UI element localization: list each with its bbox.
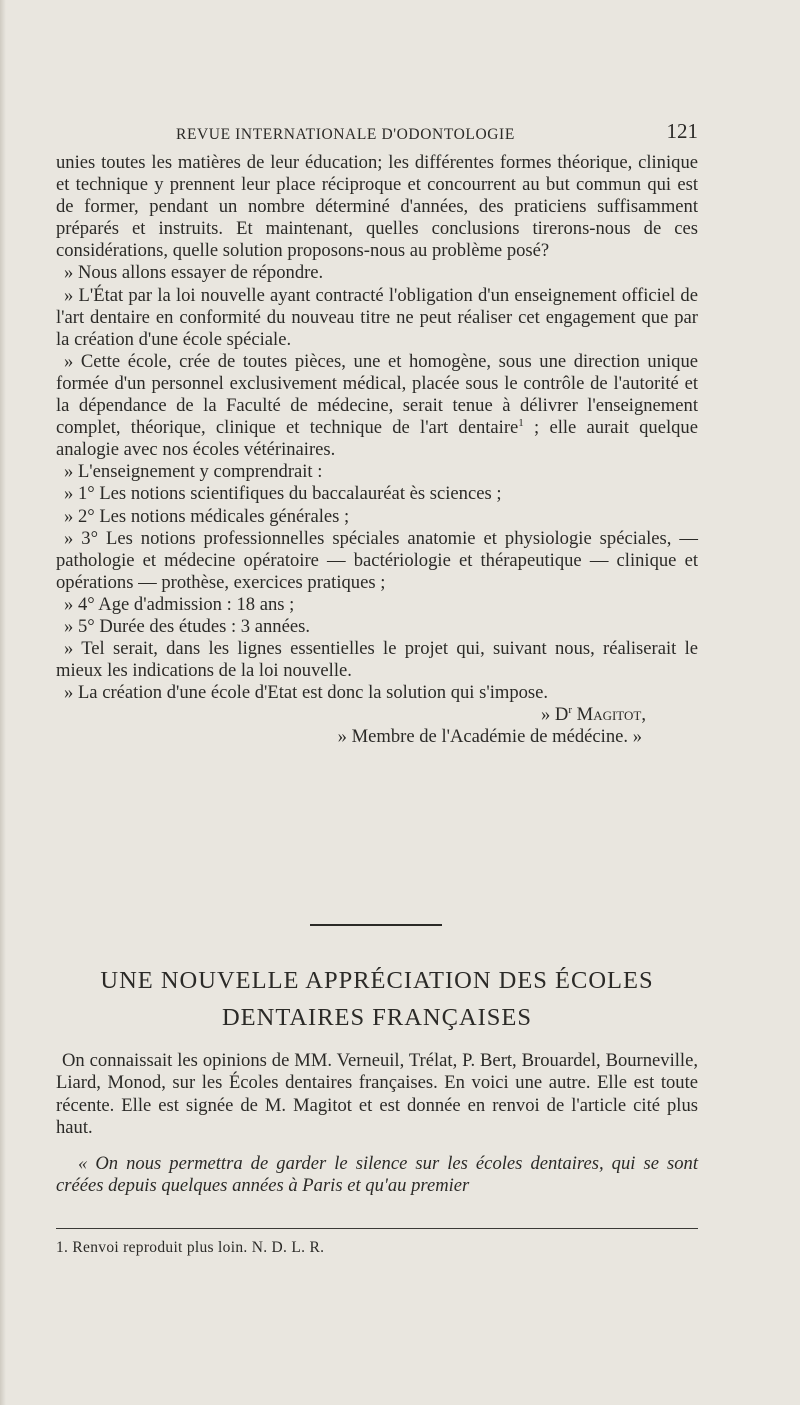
signature (56, 704, 698, 726)
list-item: » 3° Les notions professionnelles spéciales anatomie et physiologie spéciales, — pathologie et médecine opératoire — bactériologie et thérapeutique — clinique et opérations — prothèse, exercices pratiques ; (56, 527, 698, 593)
signature-sup: r (568, 704, 573, 717)
paragraph: » L'État par la loi nouvelle ayant contracté l'obligation d'un enseignement officiel de l'art dentaire en conformité du nouveau titre ne peut réaliser cet engagement que par la création d'une école spéciale. (56, 284, 698, 350)
list-item: » 1° Les notions scientifiques du baccalauréat ès sciences ; (64, 483, 502, 505)
paragraph (56, 351, 698, 461)
paragraph: » Tel serait, dans les lignes essentielles le projet qui, suivant nous, réaliserait le mieux les indications de la loi nouvelle. (56, 638, 698, 682)
paragraph: unies toutes les matières de leur éducation; les différentes formes théorique, clinique et technique y prennent leur place réciproque et concourrent au but commun qui est de former, pendant un nombre déterminé d'années, des praticiens suffisamment préparés et instruits. Et maintenant, quelles conclusions tirerons-nous de ces considérations, quelle solution proposons-nous au problème posé? (56, 152, 698, 262)
list-item: » 2° Les notions médicales générales ; (64, 505, 350, 527)
running-head: REVUE INTERNATIONALE D'ODONTOLOGIE (176, 126, 515, 143)
signature-title: » Membre de l'Académie de médécine. » (337, 726, 642, 748)
footnote: 1. Renvoi reproduit plus loin. N. D. L. R. (56, 1239, 325, 1256)
signature-name: Magitot, (572, 704, 646, 726)
paragraph-text: » Cette école, crée de toutes pièces, une et homogène, sous une direction unique formée d'un personnel exclusivement médical, placée sous le contrôle de l'autorité et la dépendance de la Faculté de médecine, serait tenue à délivrer l'enseignement complet, théorique, clinique et technique de l'art dentaire (56, 350, 698, 439)
signature-prefix: » D (540, 704, 569, 726)
section-body (56, 1050, 698, 1198)
article-body (56, 152, 698, 749)
paragraph: » Nous allons essayer de répondre. (64, 262, 324, 284)
section-title: UNE NOUVELLE APPRÉCIATION DES ÉCOLES DENTAIRES FRANÇAISES (100, 967, 654, 1031)
list-item: » 5° Durée des études : 3 années. (64, 615, 310, 637)
page-edge (0, 0, 6, 1405)
paragraph: » La création d'une école d'Etat est donc la solution qui s'impose. (64, 682, 549, 704)
page-number: 121 (666, 119, 698, 143)
paragraph: On connaissait les opinions de MM. Verneuil, Trélat, P. Bert, Brouardel, Bourneville, Liard, Monod, sur les Écoles dentaires françaises. En voici une autre. Elle est toute récente. Elle est signée de M. Magitot et est donnée en renvoi de l'article cité plus haut. (56, 1050, 698, 1138)
list-item: » 4° Age d'admission : 18 ans ; (64, 593, 295, 615)
running-header (58, 118, 698, 144)
list-intro: » L'enseignement y comprendrait : (64, 461, 323, 483)
paragraph-text: ; elle aurait quelque analogie avec nos écoles vétérinaires. (56, 417, 698, 461)
footnote-divider (56, 1228, 698, 1229)
footnote-ref: 1 (518, 416, 524, 429)
quote: « On nous permettra de garder le silence sur les écoles dentaires, qui se sont créées depuis quelques années à Paris et qu'au premier (56, 1153, 698, 1197)
section-divider (310, 924, 442, 926)
